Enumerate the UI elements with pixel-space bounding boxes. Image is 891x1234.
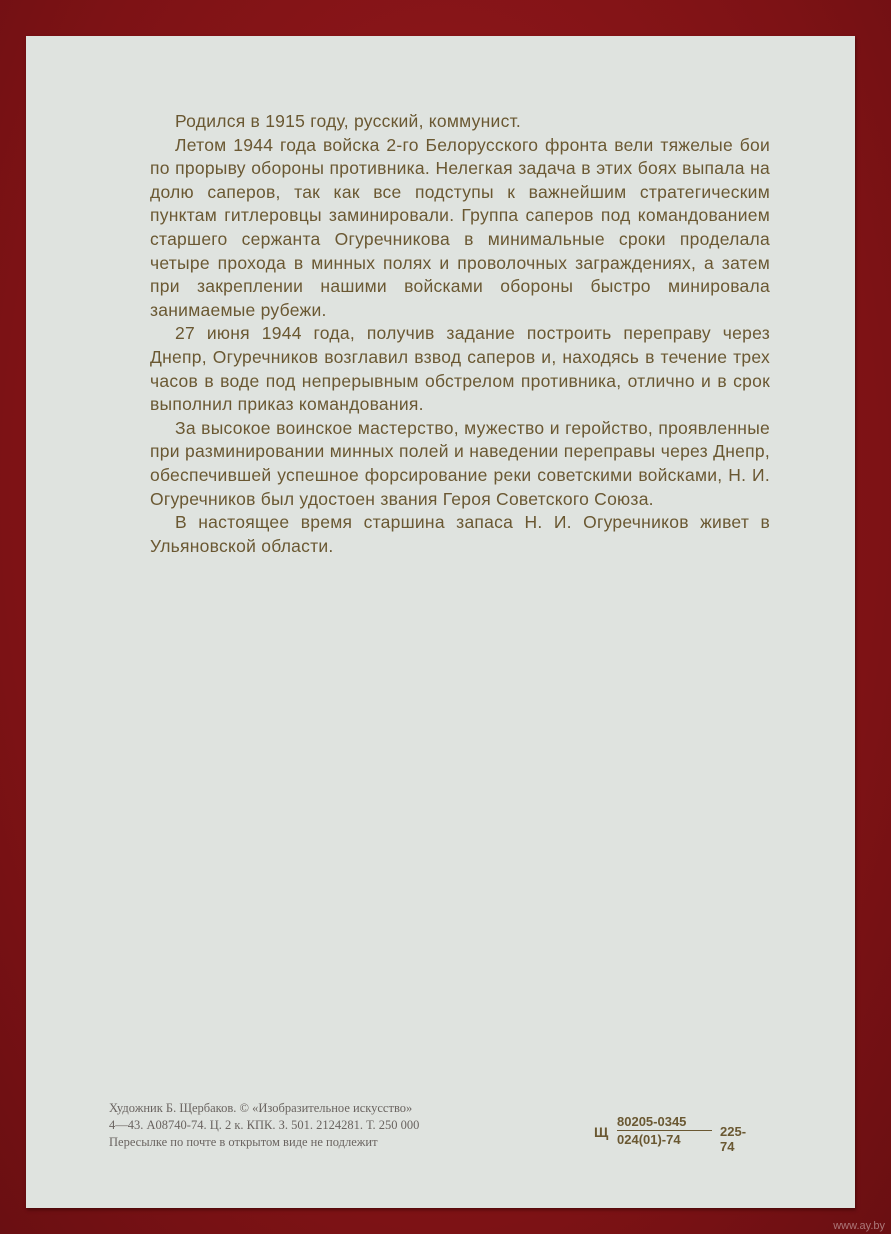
paragraph-summer-1944: Летом 1944 года войска 2-го Белорусского фронта вели тяжелые бои по прорыву обороны противника. Нелегкая задача в этих боях выпала на долю саперов, так как все подступы к важнейшим стратегическим пунктам гитлеровцы заминировали. Группа саперов под командованием старшего сержанта Огуречникова в минимальные сроки проделала четыре прохода в минных полях и проволочных заграждениях, а затем при закреплении нашими войсками обороны быстро минировала занимаемые рубежи. (150, 134, 770, 320)
paragraph-present: В настоящее время старшина запаса Н. И. Огуречников живет в Ульяновской области. (150, 512, 770, 556)
paragraph-june-27: 27 июня 1944 года, получив задание построить переправу через Днепр, Огуречников возглавил взвод саперов и, находясь в течение трех часов в воде под непрерывным обстрелом противника, отлично и в срок выполнил приказ командования. (150, 323, 770, 415)
imprint-postal-note: Пересылке по почте в открытом виде не подлежит (109, 1135, 378, 1149)
biography-text (150, 110, 770, 558)
code-price: 225-74 (720, 1124, 747, 1154)
code-numerator: 80205-0345 (617, 1114, 712, 1131)
watermark: www.ay.by (833, 1220, 885, 1232)
code-letter: Щ (594, 1124, 609, 1140)
publisher-imprint (109, 1100, 419, 1151)
code-fraction (617, 1114, 712, 1147)
imprint-print-codes: 4—43. А08740-74. Ц. 2 к. КПК. З. 501. 2124281. Т. 250 000 (109, 1118, 420, 1132)
paragraph-award: За высокое воинское мастерство, мужество и геройство, проявленные при разминировании минных полей и наведении переправы через Днепр, обеспечившей успешное форсирование реки советскими войсками, Н. И. Огуречников был удостоен звания Героя Советского Союза. (150, 417, 770, 509)
paragraph-birth: Родился в 1915 году, русский, коммунист. (175, 111, 522, 131)
code-denominator: 024(01)-74 (617, 1132, 681, 1147)
imprint-artist: Художник Б. Щербаков. © «Изобразительное искусство» (109, 1101, 413, 1115)
